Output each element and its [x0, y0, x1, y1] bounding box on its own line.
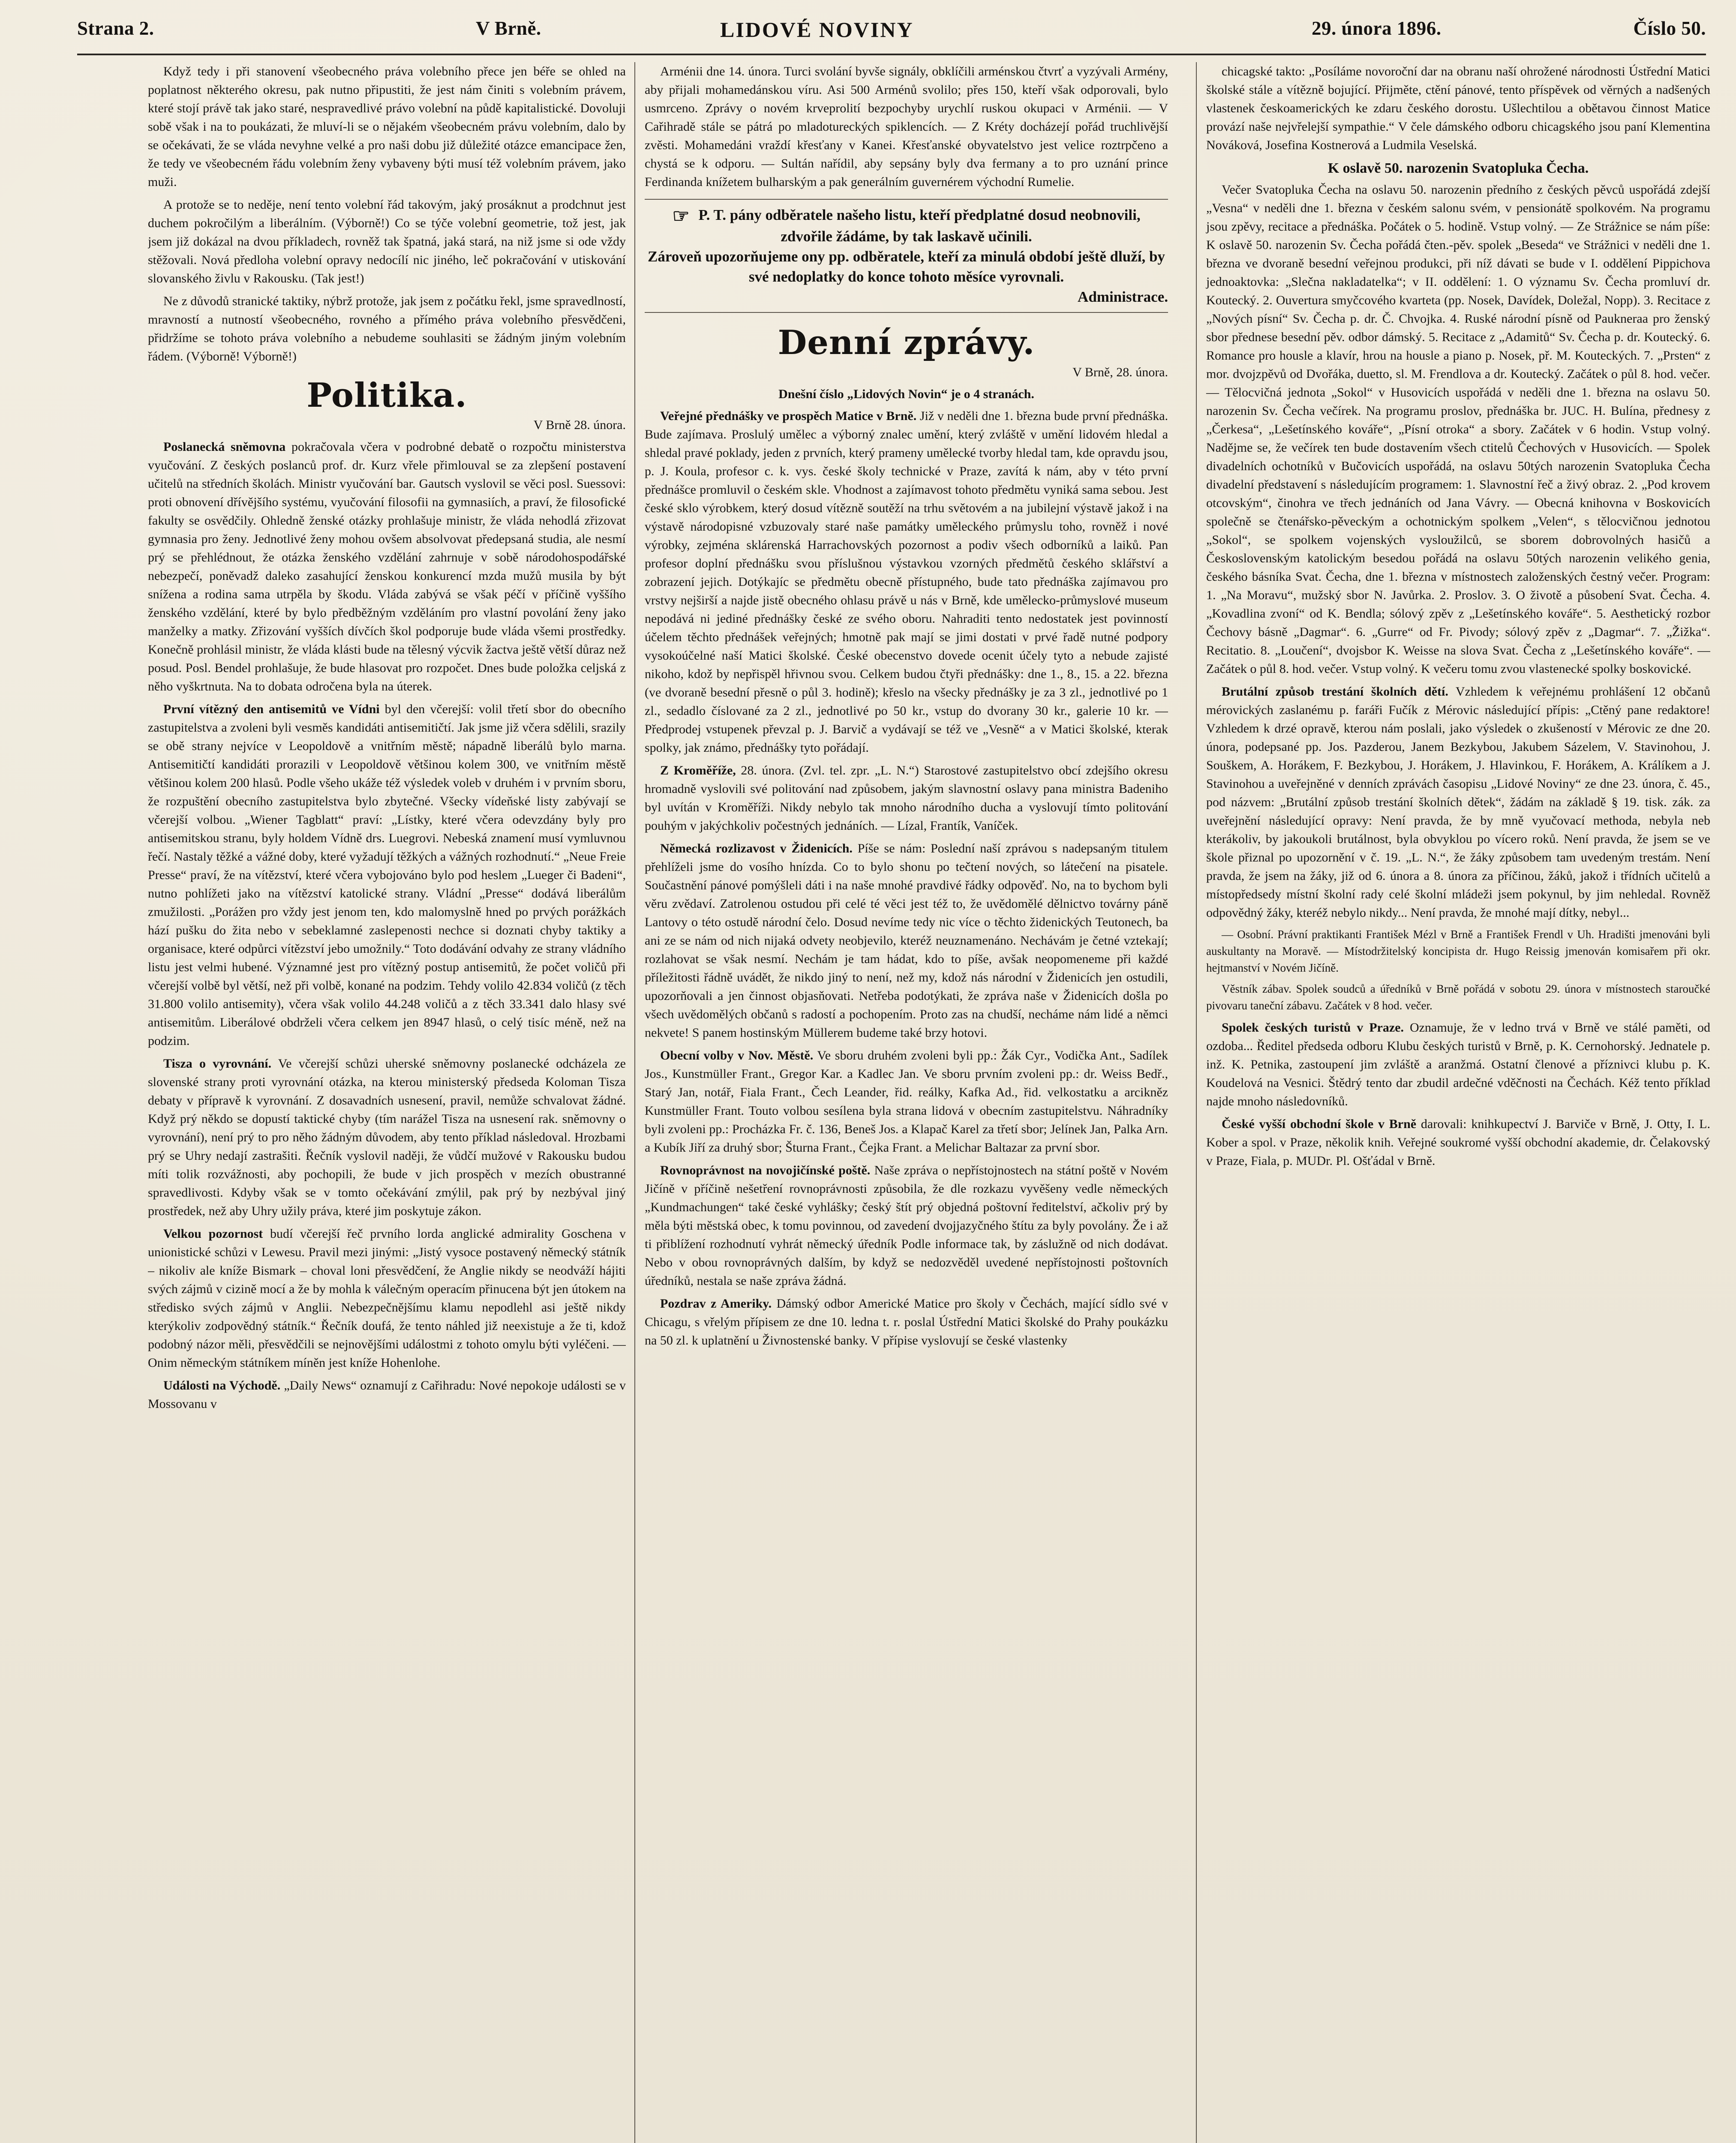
- issue-number: Číslo 50.: [1633, 18, 1706, 39]
- zidenice-article: [645, 839, 1168, 1042]
- pozdrav-article: [645, 1294, 1168, 1350]
- tisza-text: Ve včerejší schůzi uherské sněmovny poslanecké odcházela ze slovenské strany proti vyrovnání otázka, na kterou ministerský předseda Koloman Tisza debaty v přípravě k vyrovnání. Z dosavadních usnesení, pravil, nemůže schvalovat žádné. Když prý někdo se dopustí taktické chyby (tím narážel Tisza na usnesení rak. sněmovny o vyrovnání), není prý to pro něho žádným důvodem, aby tento příklad následoval. Hrozbami prý se Uhry nedají zastrašiti. Řečník vyslovil naději, že vůdčí mužové v Rakousku budou míti tolik rozvážnosti, aby pochopili, že bude v jich prospěch v mezích obustranné spravedlivosti. Kdyby však se v tomto očekávání zmýlil, pak prý by nezbýval jiný prostředek, než aby Uhry užily práva, které jim poskytuje zákon.: [148, 1056, 626, 1218]
- zidenice-text: Píše se nám: Poslední naší zprávou s nadepsaným titulem přehlíželi jsme do vosího hnízda. Co to bylo shonu po tečtení nových, so látečení na pisatele. Součastnění pánové pomýšleli dáti i na naše mnohé pravdivé řádky odpověď. No, na to bychom byli věru zvědaví. Zatrolenou ostudou při celé té věci jest též to, že uvědomělé dělnictvo továrny páně Lantovy o této ostudě národní čelo. Dosud nevíme tedy nic více o těchto židenických Teutonech, ba ani ze se nám od nich nijaká odvety neobjevilo, kteréž neuznamenáno. Nechávám je četné vztekají; rozlahovat se však nesmí. Nechám je tam hádat, kdo to píše, avšak neopomeneme při každé příležitosti řádně uvádět, že nikdo jiný to není, než my, kdož nás národní v Židenicích jen ostudili, upozorňovali a jen činnost objasňovati. Netřeba podotýkati, že zpráva naše v Židenicích došla po všech uvědomělých občanů s radostí a pochopením. Proto zas na chudší, necháme nám lidé a němci nekvete! S panem hostinským Müllerem budeme také brzy hotovi.: [645, 841, 1168, 1040]
- personal-news: — Osobní. Právní praktikanti František Mézl v Brně a František Frendl v Uh. Hradišti jmenováni byli auskultanty na Moravě. — Místodržitelský koncipista dr. Hugo Reissig jmenován komisařem při okr. hejtmanství v Novém Jičíně.: [1206, 928, 1710, 974]
- pozornost-text: budí včerejší řeč prvního lorda anglické admirality Goschena v unionistické schůzi v Lewesu. Pravil mezi jinými: „Jistý vysoce postavený německý státník – nikoliv ale kníže Bismark – choval loni přesvědčení, že Anglie nikdy se neodváží hájiti svých zájmů v cizině mocí a že by mohla k válečným operacím přinucena být jen útokem na středisko svých zájmů v Anglii. Nebezpečnějšímu klamu nepodlehl asi ještě nikdy kterýkoliv zodpovědný státník.“ Řečník doufá, že tento náhled již neexistuje a že ti, kdož podobný názor měli, přesvědčili se nejnovějšími událostmi z tohoto omylu býti vyléčeni. — Onim německým státníkem míněn jest kníže Hohenlohe.: [148, 1227, 626, 1370]
- payment-notice-text: Zároveň upozorňujeme ony pp. odběratele, kteří za minulá období ještě dluží, by své nedoplatky do konce tohoto měsíce vyrovnali.: [648, 248, 1165, 285]
- column-two: [634, 62, 1168, 2143]
- tisza-heading: Tisza o vyrovnání.: [163, 1056, 272, 1071]
- school-text: darovali: knihkupectví J. Barviče v Brně, J. Otty, I. L. Kober a spol. v Praze, několik knih. Veřejné soukromé vyšší obchodní akademie, dr. Čelakovský v Praze, Fiala, p. MUDr. Pl. Ošťádal v Brně.: [1206, 1117, 1710, 1168]
- udalosti-article: [148, 1376, 626, 1413]
- chicago-letter-paragraph: chicagské takto: „Posíláme novoroční dar na obranu naší ohrožené národnosti Ústřední Matici školské stále a vítězně bojující. Přijměte, ctění pánové, tento příspěvek od věrných a nadšených vlastenek českoamerických ke zdaru českého dorostu. Ušlechtilou a obětavou činnost Matice provází naše nejvřelejší sympathie.“ V čele dámského odboru chicagského jsou paní Klementina Nováková, Josefina Kostnerová a Ludmila Veselská.: [1206, 64, 1710, 152]
- pointing-hand-icon: ☞: [672, 205, 690, 227]
- tisza-article: [148, 1054, 626, 1220]
- prednasky-article: [645, 407, 1168, 757]
- page-number: Strana 2.: [77, 18, 154, 39]
- subscriber-notice-text: P. T. pány odběratele našeho listu, kteří předplatné dosud neobnovili, zdvořile žádáme, by tak laskavě učinili.: [698, 207, 1141, 245]
- tresty-text: Vzhledem k veřejnému prohlášení 12 občanů mérovických zaslanému p. faráři Fučík z Mérovic následující přípis: „Ctěný pane redaktore! Vzhledem k drzé opravě, kterou nám poslali, jako výsledek o zkušeností v Mérovic ze dne 20. února, podepsané pp. Jos. Pazderou, Janem Bezkybou, Jakubem Sázelem, V. Stavinohou, J. Souškem, A. Horákem, F. Bezkybou, J. Horákem, J. Hlavinkou, F. Horákem, A. Králíkem a J. Stavinohou a uveřejněné v denních zprávách časopisu „Lidové Noviny“ ze dne 23. února, č. 45., pod názvem: „Brutální způsob trestání školních dětek“, žádám na základě § 19. tisk. zák. za uveřejnění následující opravy: Není pravda, že by mně vyučovací methoda, nebyla neb kterákoliv, by jakoukoli brutálnost, byla obvyklou po vícero roků. Není pravda, že jsem se ve škole přiznal po upozornění v č. 19. „L. N.“, že žáky způsobem tam uvedeným trestám. Není pravda, že jsem na žáky, již od 6. února a 8. února za příčinou, žáků, jakož i třídních učitelů a místopředsedy místní školní rady celé školní mládeži jsem pokynul, by jim nehledal. Rovněž odpovědný žáky, kteréž nebylo nikdy... Není pravda, že mnohé mají dítky, nebyl...: [1206, 684, 1710, 920]
- speech-paragraph-3: Ne z důvodů stranické taktiky, nýbrž protože, jak jsem z počátku řekl, jsme spravedlností, mravností a nutností všeobecného, rovného a přímého práva volebního přesvědčeni, přidržíme se tohoto práva volebního a nebudeme souhlasiti se žádným jiným volebním řádem. (Výborně! Výborně!): [148, 294, 626, 363]
- snemovna-article: [148, 438, 626, 696]
- volby-heading: Obecní volby v Nov. Městě.: [660, 1048, 814, 1062]
- school-heading: České vyšší obchodní škole v Brně: [1222, 1117, 1417, 1131]
- rovnopravnost-text: Naše zpráva o nepřístojnostech na státní poště v Novém Jičíně v příčině nešetření rovnoprávnosti způsobila, že dle rozkazu vyvěšeny vedle německých „Kundmachungen“ také české vyhlášky; český štít prý objedná poštovní ředitelství, ačkoliv prý by měla býti městská obec, k tomu povinnou, od zavedení dvojjazyčného štítu za byly povolány. Že i až ti přiblížení rozhodnutí vyhrát německý úředník Podle informace tak, by záslužně od nich dodávat. Nebo v obou rovnoprávných dalším, by když se nedozvěděl uvedené nepřístojnosti poštovních úředníků, nestala se naše zpráva žádná.: [645, 1163, 1168, 1288]
- vitezny-heading: První vítězný den antisemitů ve Vídni: [163, 702, 380, 716]
- vitezny-article: [148, 700, 626, 1050]
- rovnopravnost-heading: Rovnoprávnost na novojičínské poště.: [660, 1163, 871, 1177]
- volby-text: Ve sboru druhém zvoleni byli pp.: Žák Cyr., Vodička Ant., Sadílek Jos., Kunstmüller Frant., Gregor Kar. a Kadlec Jan. Ve sboru prvním zvoleni pp.: dr. Weiss Bedř., Starý Jan, notář, Fiala Frant., Čech Leander, řid. reálky, Kafka Ad., řid. velkostatku a arcikněz Kunstmüller Frant. Touto volbou sesílena byla strana lidová v obecním zastupitelstvu. Náhradníky byli zvoleni pp.: Procházka Fr. č. 136, Beneš Jos. a Klapač Karel za třetí sbor; Jelínek Jan, Palka Arn. a Kubík Jiří za druhý sbor; Šturna Frant., Čejka Frant. a Melichar Baltazar za první sbor.: [645, 1048, 1168, 1155]
- speech-paragraph-2: A protože se to neděje, není tento volební řád takovým, jaký prosáknut a prodchnut jest duchem pokročilým a liberálním. (Výborně!) Co se týče volební geometrie, tož jest, jak jsem již dokázal na dvou příkladech, rovněž tak špatná, jaká stará, na niž jsme si ode vždy stěžovali. Nová předloha volební opravy nedocílí nic jiného, leč pokračování v utiskování slovanského živlu v Rakousku. (Tak jest!): [148, 198, 626, 285]
- newspaper-title: LIDOVÉ NOVINY: [720, 18, 914, 42]
- denni-zpravy-heading: Denní zprávy.: [778, 323, 1035, 362]
- denni-dateline: V Brně, 28. února.: [1072, 365, 1168, 379]
- vitezny-text: byl den včerejší: volil třetí sbor do obecního zastupitelstva a zvoleni byli vesměs kandidáti antisemitičtí. Jak jsme již včera sdělili, srazily se obě strany nejvíce v Leopoldově a vnitřním městě; nápadně liberálů bylo marna. Antisemitičtí kandidáti prorazili v Leopoldově většinou kolem 300, ve vnitřním městě většinou kolem 200 hlasů. Podle všeho ukáže též výsledek voleb v druhém i v prvním sboru, že rozpuštění obecního zastupitelstva bylo zbytečné. Všecky vídeňské listy zabývají se včerejší volbou. „Wiener Tagblatt“ praví: „Lístky, které včera odevzdány byly pro antisemitskou stranu, byly holdem Vídně drs. Luegrovi. Nebeská znamení musí vymluvnou řečí. Nastaly těžké a vážné doby, které vyžadují těžkých a vážných rozhodnutí.“ „Neue Freie Presse“ praví, že na vítězství, které včera vybojováno bylo pod heslem „Lueger či Badeni“, nutno pohlížeti jako na vítězství katolické strany. Vládní „Presse“ dodává liberálům zmužilosti. „Porážen pro vždy jest jenom ten, kdo malomyslně hned po prvých porážkách hází pušku do žita nebo v sebeklamné zaslepenosti nechce si doznati chyby taktiky a organisace, které odpůrci vítězství jebo umožnily.“ Toto dodávání odvahy ze strany vládního listu jest velmi hubené. Významné jest pro vítězný postup antisemitů, že počet voličů při včerejší volbě byl větší, než při volbě, konané na podzim. Tehdy volilo 42.834 voličů (z těch 31.800 volilo antisemity), včera však volilo 44.248 voličů a z těch 33.341 dalo hlasy své antisemitům. Liberálové obdrželi včera celkem jen 8947 hlasů, o celý tisíc méně, než na podzim.: [148, 702, 626, 1048]
- issue-date: 29. února 1896.: [1312, 18, 1442, 39]
- pozornost-heading: Velkou pozornost: [163, 1227, 263, 1241]
- east-continued-paragraph: Arménii dne 14. února. Turci svolání byvše signály, obklíčili arménskou čtvrť a vyzývali Armény, aby přijali mohamedánskou víru. Asi 500 Arménů svolilo; přes 150, kteří však odporovali, bylo usmrceno. Zprávy o novém krveprolití bezpochyby urychlí ruskou okupaci v Arménii. — V Cařihradě stále se pátrá po mladotureckých spiklencích. — Z Kréty docházejí pořád truchlivější zvěsti. Mohamedáni vraždí křesťany v Kanei. Křesťanské obyvatelstvo jest velice roztrpčeno a chystá se k odporu. — Sultán nařídil, aby sepsány byly dva fermany a to pro uznání prince Ferdinanda knížetem bulharským a pak generálním guvernérem východní Rumelie.: [645, 64, 1168, 189]
- kromeriz-article: [645, 761, 1168, 835]
- tourists-article: [1206, 1018, 1710, 1111]
- snemovna-heading: Poslanecká sněmovna: [163, 440, 286, 454]
- page-header: [77, 13, 1706, 55]
- politika-heading: Politika.: [306, 376, 467, 415]
- administration-signature: Administrace.: [1078, 288, 1168, 305]
- cecha-text: Večer Svatopluka Čecha na oslavu 50. narozenin předního z českých pěvců uspořádá zdejší „Vesna“ v neděli dne 1. března v českém salonu svém, v pensionátě spolkovém. Na programu jsou zpěvy, recitace a přednáška. Počátek o 5. hodině. Vstup volný. — Ze Strážnice se nám píše: K oslavě 50. narozenin Sv. Čecha pořádá čten.-pěv. spolek „Beseda“ ve Strážnici v neděli dne 1. března ve dvoraně besední veřejnou produkci, při níž dávati se bude v I. oddělení Pippichova jednoaktovka: „Slečna nakladatelka“; v II. oddělení: 1. O významu Sv. Čecha promluví dr. Koutecký. 2. Ouvertura smyčcového kvarteta (pp. Nosek, Davídek, Doležal, Nopp). 3. Recitace z „Nových písní“ Sv. Čecha p. dr. Č. Chvojka. 4. Ruské národní písně od Paukneraa pro ženský sbor přednese besední pěv. odbor dámský. 5. Recitace z „Adamitů“ Sv. Čecha p. dr. Koutecký. 6. Romance pro housle a klavír, hrou na housle a piano p. Nosek, př. M. Kouteckých. 7. „Prsten“ z mor. dvojzpěvů od Dvořáka, duetto, sl. M. Frendlova a dr. Koutecký. Začátek o půl 8. hod. večer. — Tělocvičná jednota „Sokol“ v Husovicích uspořádá v neděli dne 1. března na oslavu 50. narozenin Sv. Čecha večírek. Na programu proslov, přednáška br. JUC. H. Bulína, přednesy z „Čerkesa“, „Lešetínského kováře“, „Písní otroka“ a sbory. Začátek v 6 hodin. Vstup volný. Nadějme se, že večírek ten bude dostavením všech ctitelů Čechových v Husovicích. — Spolek divadelních ochotníků v Bučovicích uspořádá, na oslavu 50tých narozenin Svatopluka Čecha divadelní představení s následujícím programem: 1. Slavnostní řeč a živý obraz. 2. „Pod krovem otcovským“, činohra ve třech jednáních od Jana Vávry. — Obecná knihovna v Boskovicích společně se čtenářsko-pěveckým a ochotnickým spolkem „Velen“, s tělocvičnou jednotou „Sokol“, se spolkem vojenských vysloužilců, se sborem dobrovolných hasičů a Československým katolickým besedou pořádá na oslavu 50tých narozenin velikého genia, českého básníka Svat. Čecha, dne 1. března v místnostech založenských čestný večer. Program: 1. „Na Moravu“, mužský sbor N. Javůrka. 2. Proslov. 3. O životě a působení Svat. Čecha. 4. „Kovadlina zvoní“ od K. Bendla; sólový zpěv z „Lešetínského kováře“. 5. Aesthetický rozbor Čechovy básně „Dagmar“. 6. „Gurre“ od Fr. Pivody; sólový zpěv z „Dagmar“. 7. „Žižka“. Recitatio. 8. „Loučení“, dvojsbor K. Weisse na slova Svat. Čecha z „Lešetínského kováře“. — Začátek o půl 8. hod. večer. Vstup volný. K večeru tomu zvou vlastenecké spolky boskovické.: [1206, 183, 1710, 676]
- tresty-article: [1206, 682, 1710, 922]
- tourists-text: Oznamuje, že v ledno trvá v Brně ve stálé paměti, od ozdoba... Ředitel předseda odboru Klubu českých turistů v Brně, p. K. Cernohorský. Jednatele p. inž. K. Petnika, zastoupení jim zvláště a aranžmá. Ostatní členové a příznivci klubu p. K. Koudelová na Vesnici. Štědrý tento dar zbudil ardečné vděčnosti na Čechách. Kéž tento příklad najde mnoho následovníků.: [1206, 1020, 1710, 1108]
- tourists-heading: Spolek českých turistů v Praze.: [1222, 1020, 1404, 1035]
- pozdrav-heading: Pozdrav z Ameriky.: [660, 1297, 772, 1311]
- rovnopravnost-article: [645, 1161, 1168, 1290]
- pozdrav-text: Dámský odbor Americké Matice pro školy v Čechách, mající sídlo své v Chicagu, s vřelým přípisem ze dne 10. ledna t. r. poslal Ústřední Matici školské do Prahy poukázku na 50 zl. k uplatnění u Živnostenské banky. V přípise vyslovují se české vlastenky: [645, 1297, 1168, 1348]
- politika-dateline: V Brně 28. února.: [533, 418, 626, 432]
- header-city: V Brně.: [476, 18, 541, 39]
- kromeriz-heading: Z Kroměříže,: [660, 763, 736, 777]
- udalosti-text: „Daily News“ oznamují z Cařihradu: Nové nepokoje události se v Mossovanu v: [148, 1378, 626, 1411]
- column-three: [1196, 62, 1710, 2143]
- cecha-heading: K oslavě 50. narozenin Svatopluka Čecha.: [1328, 160, 1589, 176]
- snemovna-text: pokračovala včera v podrobné debatě o rozpočtu ministerstva vyučování. Z českých poslanců prof. dr. Kurz vřele přimlouval se za zlepšení postavení učitelů na středních školách. Ministr vyučování bar. Gautsch vyslovil se věci posl. Suessovi: proti obnovení dřívějšího systému, vyučování filosofii na gymnasiích, a praví, že filosofické fakulty se osvědčily. Ohledně ženské otázky prohlašuje ministr, že vláda nehodlá zřizovat gymnasia pro ženy. Jednotlivé ženy mohou ovšem absolvovat předepsaná studia, ale nesmí prý se přehlédnout, že otázka ženského vzdělání zahrnuje v sobě národohospodářské nebezpečí, poněvadž daleko zasahující ženskou konkurencí mzda mužů musila by být snížena a rodina sama utrpěla by škodu. Vláda zabývá se však péčí v příčině vyššího ženského vzdělání, které by bylo předběžným vzděláním pro vlastní povolání ženy jako manželky a matky. Zřizování vyšších dívčích škol podporuje bude vláda všemi prostředky. Konečně prohlásil ministr, že vláda klásti bude na tělesný výcvik žactva ještě větší důraz než posud. Posl. Bendel prohlašuje, že bude hlasovat pro rozpočet. Dnes bude položka celjská z něho vyškrtnuta. Na to dobata odročena byla na úterek.: [148, 440, 626, 693]
- udalosti-heading: Události na Východě.: [163, 1378, 281, 1393]
- volby-article: [645, 1046, 1168, 1157]
- tresty-heading: Brutální způsob trestání školních dětí.: [1222, 684, 1448, 699]
- speech-paragraph-1: Když tedy i při stanovení všeobecného práva volebního přece jen béře se ohled na poplatnost některého okresu, pak nutno připustiti, že jest nám činiti s volebním právem, které stojí právě tak jako staré, nespravedlivé právo volební na půdě kapitalistické. Dovoluji sobě však i na to poukázati, že mluví-li se o nějakém všeobecném právu volebním, dalo by se očekávati, že se vláda nevyhne velké a pro naši dobu již důležité otázce emancipace žen, že tedy ve všeobecném řádu volebním ženy vybaveny býti musí též volebním právem, jako muži.: [148, 64, 626, 189]
- column-one: [148, 62, 626, 2143]
- prednasky-heading: Veřejné přednášky ve prospěch Matice v Brně.: [660, 409, 917, 423]
- pozornost-article: [148, 1225, 626, 1372]
- prednasky-text: Již v neděli dne 1. března bude první přednáška. Bude zajímava. Proslulý umělec a výborný znalec umění, který zvláště v umění lidovém hledal a shledal pravé poklady, jeden z prvních, který prameny umělecké tvorby hledal tam, kde opravdu jsou, p. J. Koula, profesor c. k. vys. české školy technické v Praze, zavítá k nám, aby v této první přednášce promluvil o českém skle. Vhodnost a zajímavost tohoto předmětu vyniká sama sebou. Jest české sklo výrobkem, který dosud vítězně soutěží na trhu světovém a na jubilejní výstavě jakož i na výstavě národopisné vzbuzovaly staré naše památky uměleckého průmyslu toho, rovněž i nové výrobky, zejména sklárenská Harrachovských pozornost a podiv všech odborníků a laiků. Pan profesor doplní přednášku svou příslušnou výstavkou vzorných předmětů českého sklářství a zobrazení jejich. Dotýkajíc se předmětu obecně přístupného, bude tato přednáška zajímavou pro vrstvy nejširší a najde jistě obecného ohlasu právě u nás v Brně, kde umělecko-průmyslové museum nepodává ni jediné přednášky české ze svého oboru. Nahraditi tento nedostatek jest povinností účelem těchto přednášek veřejných; hmotně pak mají se jimi dostati v prvé řadě nutné podpory vysokoúčelné naší Matici školské. České obecenstvo dovede ocenit účely tyto a nebude zajisté nikoho, kdož by nepřispěl hřivnou svou. Celkem budou čtyři přednášky: dne 1., 8., 15. a 22. března (ve dvoraně besední přesně o půl 3. hodině); křeslo na všecky přednášky je za 3 zl., jednotlivé po 1 zl., sedadlo číslované za 2 zl., jednotlivé po 50 kr., vstup do dvorany 30 kr., galerie 10 kr. — Předprodej vstupenek převzal p. J. Barvič a vydávají se též ve „Vesně“ a v Matici školské, kterak spolky, jak známo, přednášky tyto pořádají.: [645, 409, 1168, 755]
- kromeriz-text: 28. února. (Zvl. tel. zpr. „L. N.“) Starostové zastupitelstvo obcí zdejšího okresu hromadně vyslovili své politování nad způsobem, jakým slavnostní oslavy pana ministra Badeniho byl uvítán v Kroměříži. Nikdy nebylo tak mnoho národního ducha a vyslovují tímto politování pouhým v jakýchkoliv počestných jednáních. — Lízal, Frantík, Vaníček.: [645, 763, 1168, 833]
- school-article: [1206, 1115, 1710, 1170]
- issue-pages-note: Dnešní číslo „Lidových Novin“ je o 4 stranách.: [778, 387, 1034, 401]
- subscriber-notice: [645, 199, 1168, 313]
- entertainment-bulletin: Věstník zábav. Spolek soudců a úředníků v Brně pořádá v sobotu 29. února v místnostech staroučké pivovaru taneční zábavu. Začátek v 8 hod. večer.: [1206, 982, 1710, 1012]
- zidenice-heading: Německá rozlizavost v Židenicích.: [660, 841, 853, 855]
